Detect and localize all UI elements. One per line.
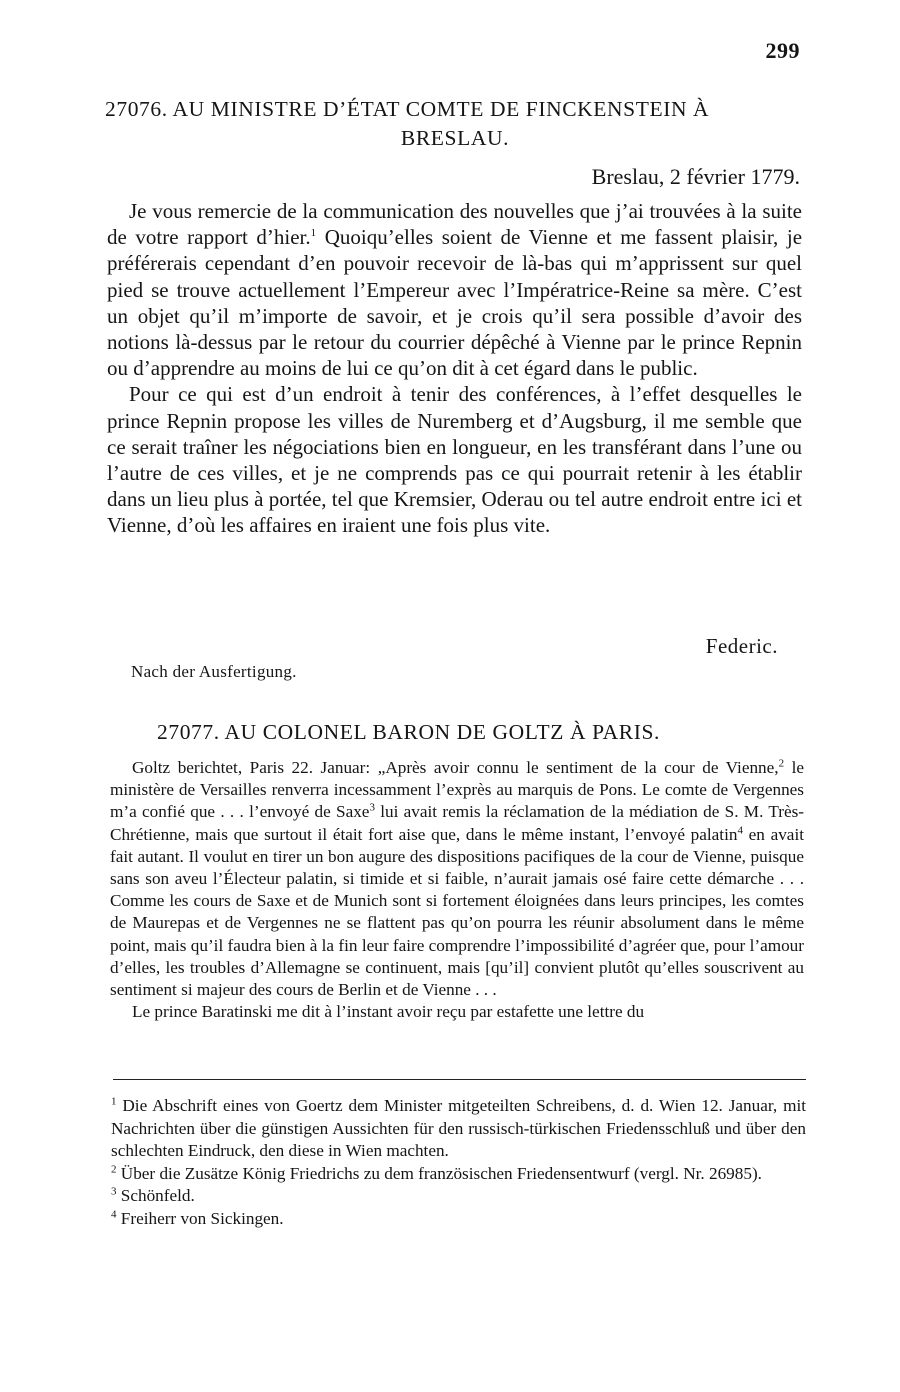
footnote-number: 4 [111, 1208, 117, 1221]
footnote-text: Über die Zusätze König Friedrichs zu dem französischen Friedensentwurf (vergl. Nr. 26985). [120, 1163, 762, 1183]
goltz-report [110, 757, 804, 1023]
letter-27076-heading-line2: BRESLAU. [400, 126, 510, 150]
report-text-d: en avait fait autant. Il voulut en tirer un bon augure des dispositions pacifiques de la cour de Vienne, puisque sans son aveu l’Électeur palatin, si timide et si faible, n’aurait jamais osé faire cette démarche . . . Comme les cours de Saxe et de Munich sont si fortement éloignées dans leurs principes, les comtes de Maurepas et de Vergennes ne se flattent pas qu’on pourra les réunir absolument dans le même point, mais qu’il faudra bien à la fin leur faire comprendre l’impossibilité d’agréer que, pour l’amour d’elles, les troubles d’Allemagne se continuent, mais [qu’il] convient plutôt qu’elles souscrivent au sentiment si majeur des cours de Berlin et de Vienne . . . [110, 824, 804, 1000]
letter-27076-heading [105, 95, 805, 153]
letter-27076-paragraph-1 [107, 198, 802, 381]
footnote-text: Freiherr von Sickingen. [120, 1208, 284, 1228]
footnote-3 [111, 1185, 806, 1208]
report-text-c: lui avait remis la réclamation de la médiation de S. M. Très-Chrétienne, mais que surtout il était fort aise que, dans le même instant, l’envoyé palatin [110, 802, 804, 844]
paragraph-1-text-a: Je vous remercie de la communication des nouvelles que j’ai trouvées à la suite de votre rapport d’hier. [107, 199, 802, 250]
letter-27076-heading-line1: 27076. AU MINISTRE D’ÉTAT COMTE DE FINCKENSTEIN À [105, 97, 710, 121]
goltz-report-paragraph-1 [110, 757, 804, 1001]
footnotes [111, 1095, 806, 1231]
footnote-number: 1 [111, 1095, 117, 1108]
footnote-2 [111, 1163, 806, 1186]
footnote-ref-3: 3 [369, 801, 375, 814]
footnote-text: Die Abschrift eines von Goertz dem Minister mitgeteilten Schreibens, d. d. Wien 12. Januar, mit Nachrichten über die günstigen Aussichten für den russisch-türkischen Friedensschluß und über den schlechten Eindruck, den diese in Wien machten. [111, 1096, 806, 1161]
footnote-ref-2: 2 [778, 757, 785, 770]
footnote-1 [111, 1095, 806, 1163]
footnote-ref-1: 1 [310, 227, 317, 240]
report-text-a: Goltz berichtet, Paris 22. Januar: „Après avoir connu le sentiment de la cour de Vienne, [132, 758, 779, 777]
footnote-text: Schönfeld. [120, 1186, 195, 1206]
letter-27076-paragraph-2: Pour ce qui est d’un endroit à tenir des conférences, à l’effet desquelles le prince Repnin propose les villes de Nuremberg et d’Augsburg, il me semble que ce serait traîner les négociations bien en longueur, en les transférant dans l’une ou l’autre de ces villes, et je ne comprends pas ce qui pourrait retenir à les établir dans un lieu plus à portée, tel que Kremsier, Oderau ou tel autre endroit entre ici et Vienne, d’où les affaires en iraient une fois plus vite. [107, 382, 802, 538]
footnote-number: 2 [111, 1163, 117, 1176]
paragraph-1-text-b: Quoiqu’elles soient de Vienne et me fassent plaisir, je préférerais cependant d’en pouvoir recevoir de là-bas qui m’apprissent sur quel pied se trouve actuellement l’Empereur avec l’Impératrice-Reine sa mère. C’est un objet qu’il m’importe de savoir, et je crois qu’il sera possible d’avoir des notions là-dessus par le retour du courrier dépêché à Vienne par le prince Repnin ou d’apprendre au moins de lui ce qu’on dit à cet égard dans le public. [107, 225, 803, 381]
signature: Federic. [705, 634, 778, 658]
letter-27077-heading: 27077. AU COLONEL BARON DE GOLTZ À PARIS. [157, 720, 661, 744]
source-note: Nach der Ausfertigung. [131, 662, 297, 681]
page-number: 299 [765, 38, 800, 63]
letter-27076-body [107, 198, 802, 539]
footnote-number: 3 [111, 1185, 117, 1198]
footnote-4 [111, 1208, 806, 1231]
footnote-ref-4: 4 [737, 823, 743, 836]
report-text-b: le ministère de Versailles renverra incessamment l’exprès au marquis de Pons. Le comte de Vergennes m’a confié que . . . l’envoyé de Saxe [110, 758, 805, 822]
goltz-report-paragraph-2: Le prince Baratinski me dit à l’instant avoir reçu par estafette une lettre du [132, 1002, 645, 1022]
letter-27076-dateline: Breslau, 2 février 1779. [591, 164, 800, 189]
footnote-divider [113, 1079, 806, 1080]
